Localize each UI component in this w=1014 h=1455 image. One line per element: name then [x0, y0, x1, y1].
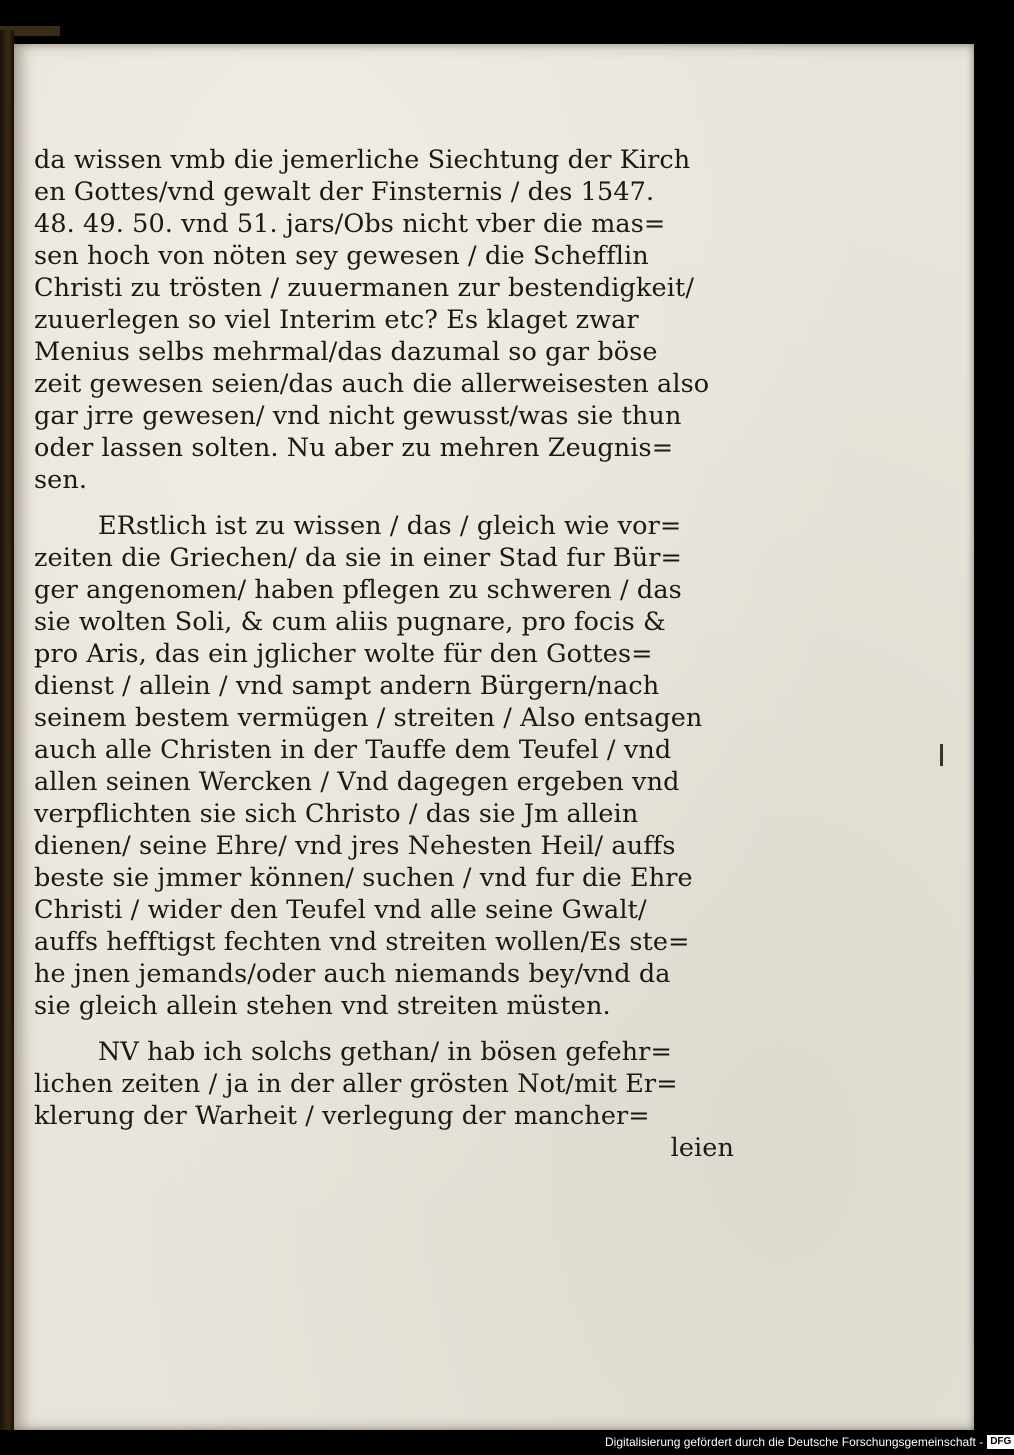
footer-credit: Digitalisierung gefördert durch die Deutsche Forschungsgemeinschaft - — [605, 1435, 984, 1449]
dfg-logo: DFG — [987, 1435, 1014, 1449]
text-line: Menius selbs mehrmal/das dazumal so gar böse — [34, 337, 658, 367]
text-line: sie wolten Soli, & cum aliis pugnare, pro focis & — [34, 607, 666, 637]
text-line: dienst / allein / vnd sampt andern Bürgern/nach — [34, 671, 660, 701]
text-line: auch alle Christen in der Tauffe dem Teufel / vnd — [34, 735, 672, 765]
text-line: sen hoch von nöten sey gewesen / die Schefflin — [34, 241, 649, 271]
page-text — [34, 144, 734, 1164]
text-line: allen seinen Wercken / Vnd dagegen ergeben vnd — [34, 767, 680, 797]
text-line: lichen zeiten / ja in der aller grösten Not/mit Er= — [34, 1069, 678, 1099]
text-line: seinem bestem vermügen / streiten / Also entsagen — [34, 703, 703, 733]
ink-mark — [940, 744, 943, 766]
text-line: he jnen jemands/oder auch niemands bey/vnd da — [34, 959, 671, 989]
text-line: en Gottes/vnd gewalt der Finsternis / des 1547. — [34, 177, 655, 207]
text-line: zeiten die Griechen/ da sie in einer Stad fur Bür= — [34, 543, 682, 573]
text-line: sen. — [34, 465, 88, 495]
text-line: klerung der Warheit / verlegung der mancher= — [34, 1101, 650, 1131]
text-line: zuuerlegen so viel Interim etc? Es klaget zwar — [34, 305, 639, 335]
text-line: ERstlich ist zu wissen / das / gleich wie vor= — [98, 511, 682, 541]
digitization-footer — [605, 1432, 1014, 1452]
text-line: dienen/ seine Ehre/ vnd jres Nehesten Heil/ auffs — [34, 831, 676, 861]
text-line: pro Aris, das ein jglicher wolte für den Gottes= — [34, 639, 653, 669]
text-line: NV hab ich solchs gethan/ in bösen gefehr= — [98, 1037, 672, 1067]
text-line: Christi zu trösten / zuuermanen zur bestendigkeit/ — [34, 273, 695, 303]
text-line: 48. 49. 50. vnd 51. jars/Obs nicht vber die mas= — [34, 209, 666, 239]
catchword: leien — [670, 1133, 734, 1163]
text-line: oder lassen solten. Nu aber zu mehren Zeugnis= — [34, 433, 674, 463]
text-line: auffs hefftigst fechten vnd streiten wollen/Es ste= — [34, 927, 690, 957]
text-line: zeit gewesen seien/das auch die allerweisesten also — [34, 369, 710, 399]
text-line: Christi / wider den Teufel vnd alle seine Gwalt/ — [34, 895, 647, 925]
book-spine-edge — [0, 30, 14, 1430]
book-page — [14, 44, 974, 1430]
text-line: beste sie jmmer können/ suchen / vnd fur die Ehre — [34, 863, 693, 893]
text-line: gar jrre gewesen/ vnd nicht gewusst/was sie thun — [34, 401, 682, 431]
text-line: verpflichten sie sich Christo / das sie Jm allein — [34, 799, 639, 829]
text-line: ger angenomen/ haben pflegen zu schweren / das — [34, 575, 682, 605]
text-line: sie gleich allein stehen vnd streiten müsten. — [34, 991, 611, 1021]
text-line: da wissen vmb die jemerliche Siechtung der Kirch — [34, 145, 691, 175]
